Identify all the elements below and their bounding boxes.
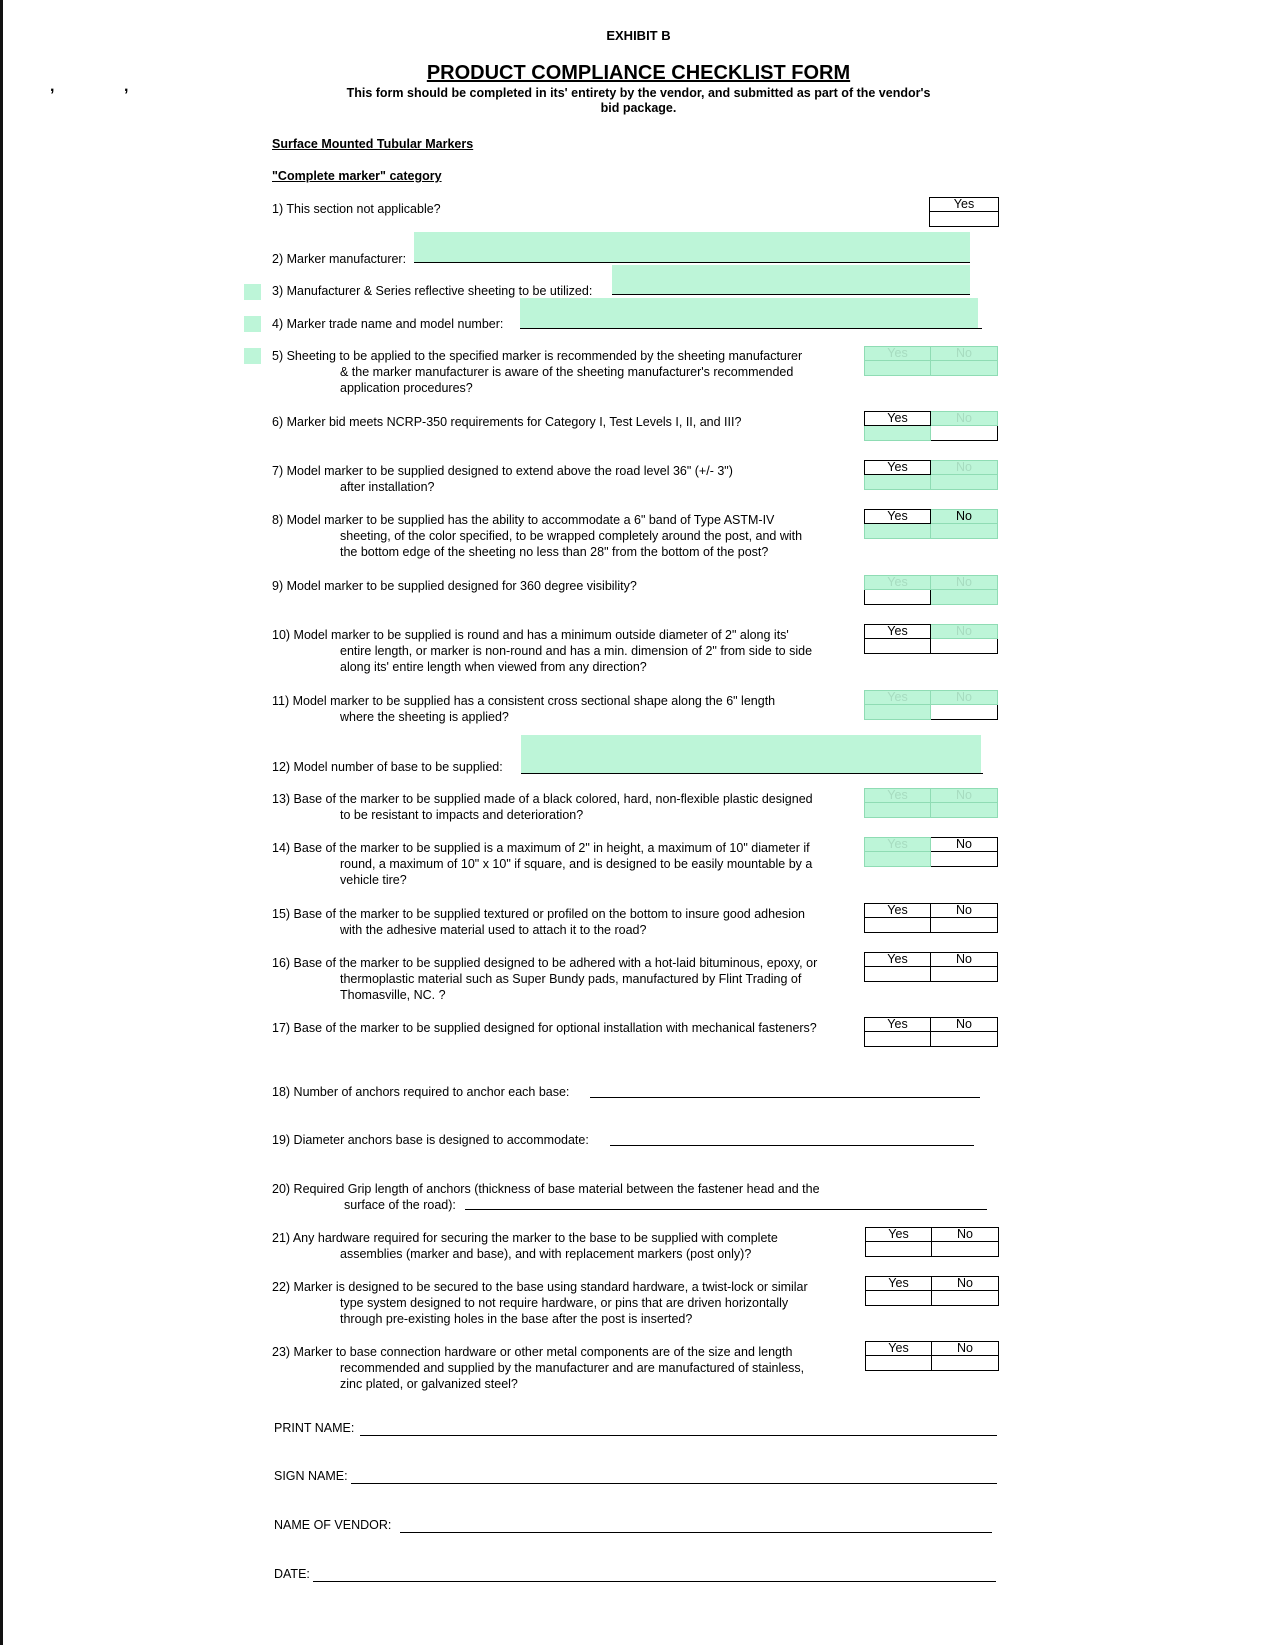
- question-19: [272, 1132, 589, 1148]
- q11-answer[interactable]: [864, 690, 1000, 722]
- q8-yes-checkbox[interactable]: [864, 524, 931, 539]
- section-category: "Complete marker" category: [272, 169, 442, 183]
- q22-answer[interactable]: [865, 1276, 1001, 1308]
- print-name-label: PRINT NAME:: [274, 1421, 355, 1435]
- q7-answer[interactable]: [864, 460, 1000, 492]
- page-subtitle: [0, 86, 1277, 116]
- question-4: [272, 316, 503, 332]
- question-7: [272, 463, 733, 495]
- page-title: PRODUCT COMPLIANCE CHECKLIST FORM: [426, 62, 851, 84]
- q14-no-label: No: [931, 837, 998, 852]
- q13-yes-checkbox[interactable]: [864, 803, 931, 818]
- question-1: [272, 201, 441, 217]
- question-18: [272, 1084, 569, 1100]
- question-9: [272, 578, 637, 594]
- question-line: 4) Marker trade name and model number:: [272, 317, 504, 331]
- q17-answer[interactable]: [864, 1017, 1000, 1049]
- q8-no-label: No: [931, 509, 998, 524]
- question-5: [272, 348, 802, 396]
- question-10: [272, 627, 812, 675]
- q11-no-label: No: [931, 690, 998, 705]
- q9-answer[interactable]: [864, 575, 1000, 607]
- question-line: 11) Model marker to be supplied has a consistent cross sectional shape along the 6" length: [272, 694, 776, 708]
- not-applicable-yes-checkbox[interactable]: [929, 212, 999, 227]
- question-line: to be resistant to impacts and deterioration?: [340, 808, 584, 822]
- question-line: vehicle tire?: [340, 873, 407, 887]
- question-line: the bottom edge of the sheeting no less than 28" from the bottom of the post?: [340, 545, 769, 559]
- question-line: 14) Base of the marker to be supplied is a maximum of 2" in height, a maximum of 10" diameter if: [272, 841, 810, 855]
- q21-no-label: No: [932, 1227, 999, 1242]
- question-line: 15) Base of the marker to be supplied textured or profiled on the bottom to insure good adhesion: [272, 907, 805, 921]
- manufacturer-field[interactable]: [414, 232, 970, 262]
- question-22: [272, 1279, 808, 1327]
- vendor-name-label: NAME OF VENDOR:: [274, 1518, 392, 1532]
- q23-no-label: No: [932, 1341, 999, 1356]
- question-line: 23) Marker to base connection hardware or other metal components are of the size and length: [272, 1345, 793, 1359]
- q23-no-checkbox[interactable]: [932, 1356, 999, 1371]
- q15-yes-label: Yes: [864, 903, 931, 918]
- question-line: 6) Marker bid meets NCRP-350 requirements for Category I, Test Levels I, II, and III?: [272, 415, 742, 429]
- q15-answer[interactable]: [864, 903, 1000, 935]
- question-3: [272, 283, 592, 299]
- trade-name-underline: [520, 328, 982, 329]
- q10-no-label: No: [931, 624, 998, 639]
- base-model-underline: [521, 773, 983, 774]
- question-line: 1) This section not applicable?: [272, 202, 441, 216]
- row-marker: [244, 316, 261, 332]
- q21-yes-checkbox[interactable]: [865, 1242, 932, 1257]
- q17-no-checkbox[interactable]: [931, 1032, 998, 1047]
- question-12: [272, 759, 503, 775]
- q22-yes-label: Yes: [865, 1276, 932, 1291]
- q16-no-label: No: [931, 952, 998, 967]
- q13-no-label: No: [931, 788, 998, 803]
- q9-yes-checkbox[interactable]: [864, 590, 931, 605]
- question-line: 8) Model marker to be supplied has the ability to accommodate a 6" band of Type ASTM-IV: [272, 513, 775, 527]
- question-6: [272, 414, 741, 430]
- q17-yes-label: Yes: [864, 1017, 931, 1032]
- question-14: [272, 840, 812, 888]
- question-line: surface of the road):: [344, 1198, 456, 1212]
- question-line: Thomasville, NC. ?: [340, 988, 446, 1002]
- question-line: 13) Base of the marker to be supplied made of a black colored, hard, non-flexible plastic designed: [272, 792, 813, 806]
- q6-answer[interactable]: [864, 411, 1000, 443]
- q10-yes-checkbox[interactable]: [864, 639, 931, 654]
- subtitle-line: This form should be completed in its' entirety by the vendor, and submitted as part of the vendor's: [346, 86, 931, 100]
- q13-yes-label: Yes: [864, 788, 931, 803]
- question-line: recommended and supplied by the manufacturer and are manufactured of stainless,: [340, 1361, 805, 1375]
- question-11: [272, 693, 775, 725]
- scan-mark: ,: [50, 78, 55, 95]
- q14-yes-checkbox[interactable]: [864, 852, 931, 867]
- q5-no-checkbox[interactable]: [931, 361, 998, 376]
- q13-answer[interactable]: [864, 788, 1000, 820]
- question-line: 19) Diameter anchors base is designed to accommodate:: [272, 1133, 589, 1147]
- sign-name-field[interactable]: [351, 1483, 997, 1484]
- question-line: type system designed to not require hardware, or pins that are driven horizontally: [340, 1296, 789, 1310]
- q11-yes-label: Yes: [864, 690, 931, 705]
- q21-yes-label: Yes: [865, 1227, 932, 1242]
- question-line: zinc plated, or galvanized steel?: [340, 1377, 518, 1391]
- row-marker: [244, 284, 261, 300]
- q5-no-label: No: [931, 346, 998, 361]
- question-17: [272, 1020, 817, 1036]
- question-line: assemblies (marker and base), and with replacement markers (post only)?: [340, 1247, 752, 1261]
- manufacturer-underline: [414, 262, 970, 263]
- question-line: 16) Base of the marker to be supplied designed to be adhered with a hot-laid bituminous, epoxy, or: [272, 956, 818, 970]
- question-line: application procedures?: [340, 381, 473, 395]
- question-line: along its' entire length when viewed from any direction?: [340, 660, 647, 674]
- question-16: [272, 955, 817, 1003]
- question-8: [272, 512, 802, 560]
- date-field[interactable]: [313, 1581, 996, 1582]
- q22-no-label: No: [932, 1276, 999, 1291]
- q10-answer[interactable]: [864, 624, 1000, 656]
- q8-yes-label: Yes: [864, 509, 931, 524]
- not-applicable-yes-label: Yes: [929, 197, 999, 212]
- q11-no-checkbox[interactable]: [931, 705, 998, 720]
- q16-yes-label: Yes: [864, 952, 931, 967]
- question-15: [272, 906, 805, 938]
- question-line: 20) Required Grip length of anchors (thickness of base material between the fastener head and the: [272, 1182, 820, 1196]
- q5-yes-checkbox[interactable]: [864, 361, 931, 376]
- q23-yes-checkbox[interactable]: [865, 1356, 932, 1371]
- q14-answer[interactable]: [864, 837, 1000, 869]
- not-applicable-box[interactable]: [929, 197, 1065, 229]
- q5-yes-label: Yes: [864, 346, 931, 361]
- q5-answer[interactable]: [864, 346, 1000, 378]
- q16-answer[interactable]: [864, 952, 1000, 984]
- question-line: where the sheeting is applied?: [340, 710, 509, 724]
- sign-name-label: SIGN NAME:: [274, 1469, 348, 1483]
- question-line: 22) Marker is designed to be secured to the base using standard hardware, a twist-lock or similar: [272, 1280, 808, 1294]
- question-line: 10) Model marker to be supplied is round and has a minimum outside diameter of 2" along its': [272, 628, 789, 642]
- q9-yes-label: Yes: [864, 575, 931, 590]
- q10-yes-label: Yes: [864, 624, 931, 639]
- q6-yes-checkbox[interactable]: [864, 426, 931, 441]
- sheeting-underline: [612, 294, 970, 295]
- section-product: Surface Mounted Tubular Markers: [272, 137, 474, 151]
- q9-no-label: No: [931, 575, 998, 590]
- question-2: [272, 251, 406, 267]
- question-line: 9) Model marker to be supplied designed for 360 degree visibility?: [272, 579, 637, 593]
- q17-yes-checkbox[interactable]: [864, 1032, 931, 1047]
- question-line: sheeting, of the color specified, to be wrapped completely around the post, and with: [340, 529, 803, 543]
- question-line: 3) Manufacturer & Series reflective sheeting to be utilized:: [272, 284, 593, 298]
- question-line: 17) Base of the marker to be supplied designed for optional installation with mechanical fasteners?: [272, 1021, 817, 1035]
- print-name-field[interactable]: [360, 1435, 997, 1436]
- date-label: DATE:: [274, 1567, 310, 1581]
- q22-yes-checkbox[interactable]: [865, 1291, 932, 1306]
- q9-no-checkbox[interactable]: [931, 590, 998, 605]
- q11-yes-checkbox[interactable]: [864, 705, 931, 720]
- scan-mark: ,: [124, 78, 129, 95]
- q7-yes-label: Yes: [864, 460, 931, 475]
- q13-no-checkbox[interactable]: [931, 803, 998, 818]
- question-line: thermoplastic material such as Super Bundy pads, manufactured by Flint Trading of: [340, 972, 802, 986]
- question-line: entire length, or marker is non-round and has a min. dimension of 2" from side to side: [340, 644, 813, 658]
- q16-yes-checkbox[interactable]: [864, 967, 931, 982]
- question-13: [272, 791, 813, 823]
- question-line: 12) Model number of base to be supplied:: [272, 760, 503, 774]
- sheeting-field[interactable]: [612, 265, 970, 294]
- subtitle-line: bid package.: [600, 101, 677, 115]
- q15-no-label: No: [931, 903, 998, 918]
- question-21: [272, 1230, 778, 1262]
- q16-no-checkbox[interactable]: [931, 967, 998, 982]
- question-line: 7) Model marker to be supplied designed to extend above the road level 36" (+/- 3"): [272, 464, 733, 478]
- q14-yes-label: Yes: [864, 837, 931, 852]
- q6-no-label: No: [931, 411, 998, 426]
- q7-no-label: No: [931, 460, 998, 475]
- vendor-name-field[interactable]: [400, 1532, 992, 1533]
- q21-no-checkbox[interactable]: [932, 1242, 999, 1257]
- q15-no-checkbox[interactable]: [931, 918, 998, 933]
- q17-no-label: No: [931, 1017, 998, 1032]
- q14-no-checkbox[interactable]: [931, 852, 998, 867]
- base-model-field[interactable]: [521, 735, 981, 773]
- anchors-count-field[interactable]: [590, 1097, 980, 1098]
- row-marker: [244, 348, 261, 364]
- question-line: with the adhesive material used to attach it to the road?: [340, 923, 647, 937]
- grip-length-field[interactable]: [465, 1209, 987, 1210]
- scan-edge: [0, 0, 3, 1645]
- exhibit-label: EXHIBIT B: [606, 28, 671, 43]
- question-line: round, a maximum of 10" x 10" if square, and is designed to be easily mountable by a: [340, 857, 813, 871]
- question-line: 5) Sheeting to be applied to the specified marker is recommended by the sheeting manufacturer: [272, 349, 803, 363]
- q6-yes-label: Yes: [864, 411, 931, 426]
- trade-name-field[interactable]: [520, 298, 978, 328]
- q22-no-checkbox[interactable]: [932, 1291, 999, 1306]
- q7-no-checkbox[interactable]: [931, 475, 998, 490]
- question-line: after installation?: [340, 480, 435, 494]
- question-line: & the marker manufacturer is aware of the sheeting manufacturer's recommended: [340, 365, 794, 379]
- question-line: through pre-existing holes in the base after the post is inserted?: [340, 1312, 693, 1326]
- q6-no-checkbox[interactable]: [931, 426, 998, 441]
- q7-yes-checkbox[interactable]: [864, 475, 931, 490]
- q8-answer[interactable]: [864, 509, 1000, 541]
- question-line: 18) Number of anchors required to anchor each base:: [272, 1085, 570, 1099]
- question-23: [272, 1344, 804, 1392]
- q23-yes-label: Yes: [865, 1341, 932, 1356]
- q10-no-checkbox[interactable]: [931, 639, 998, 654]
- q8-no-checkbox[interactable]: [931, 524, 998, 539]
- anchor-diameter-field[interactable]: [610, 1145, 974, 1146]
- question-line: 2) Marker manufacturer:: [272, 252, 407, 266]
- question-line: 21) Any hardware required for securing the marker to the base to be supplied with complete: [272, 1231, 778, 1245]
- q15-yes-checkbox[interactable]: [864, 918, 931, 933]
- q23-answer[interactable]: [865, 1341, 1001, 1373]
- q21-answer[interactable]: [865, 1227, 1001, 1259]
